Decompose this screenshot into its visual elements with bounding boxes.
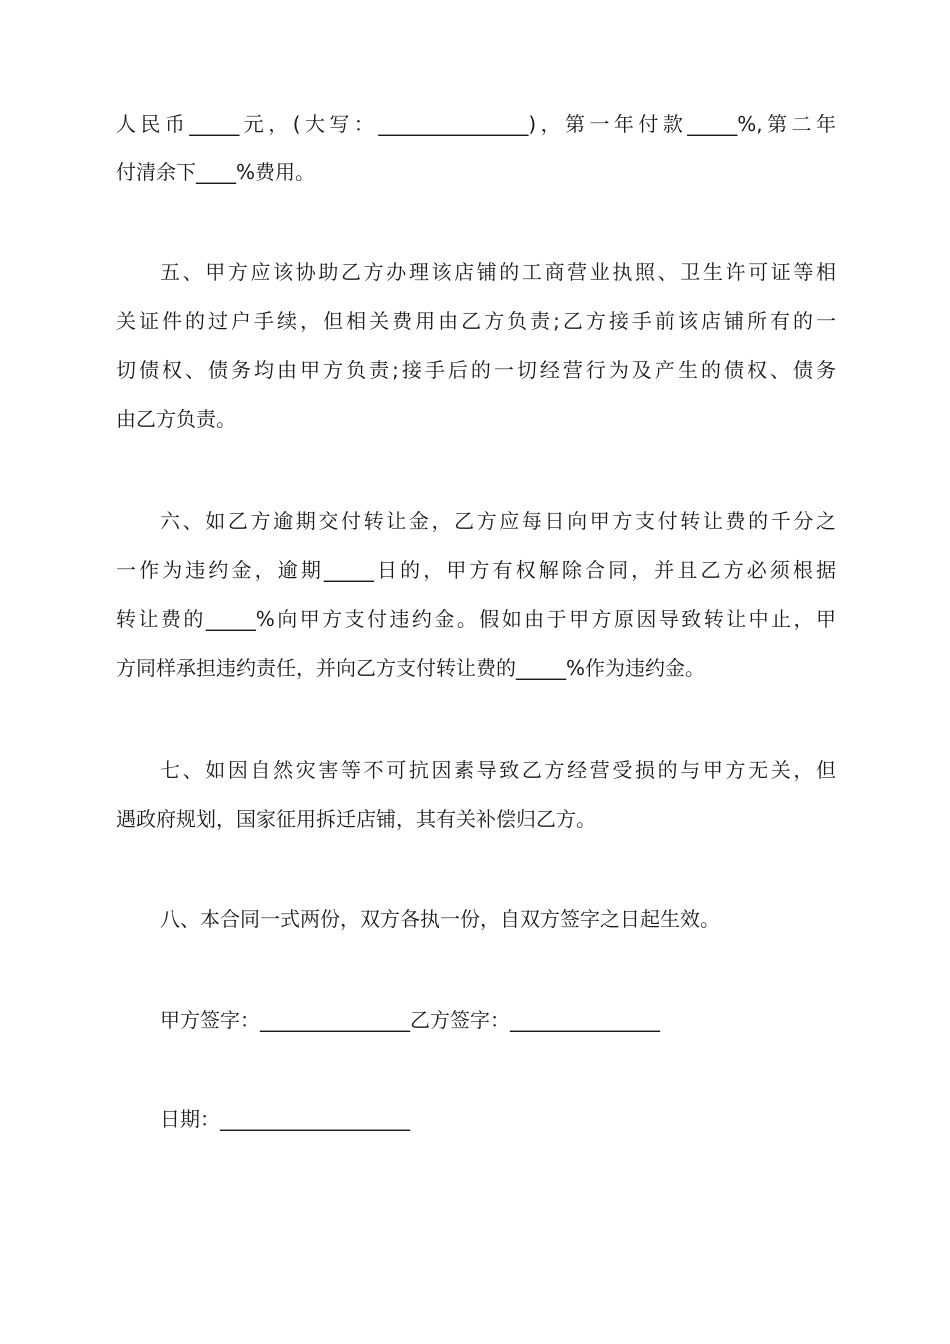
- clause-5-line-4: 由乙方负责。: [116, 407, 236, 431]
- clause-7-line-1: 七、如因自然灾害等不可抗因素导致乙方经营受损的与甲方无关，但: [160, 758, 836, 782]
- clause-8: 八、本合同一式两份，双方各执一份，自双方签字之日起生效。: [160, 907, 720, 931]
- clause-5-line-1: 五、甲方应该协助乙方办理该店铺的工商营业执照、卫生许可证等相: [160, 260, 836, 284]
- clause-6-line-3: 转让费的_____%向甲方支付违约金。假如由于甲方原因导致转让中止，甲: [116, 607, 836, 631]
- date-line: 日期：___________________: [160, 1107, 410, 1131]
- clause-6-line-4: 方同样承担违约责任，并向乙方支付转让费的_____%作为违约金。: [116, 656, 706, 680]
- clause-5-line-2: 关证件的过户手续，但相关费用由乙方负责;乙方接手前该店铺所有的一: [116, 309, 836, 333]
- clause-7-line-2: 遇政府规划，国家征用拆迁店铺，其有关补偿归乙方。: [116, 807, 596, 831]
- clause-5-line-3: 切债权、债务均由甲方负责;接手后的一切经营行为及产生的债权、债务: [116, 358, 836, 382]
- clause-6-line-2: 一作为违约金，逾期_____日的，甲方有权解除合同，并且乙方必须根据: [116, 558, 836, 582]
- signature-line: 甲方签字：_______________乙方签字：_______________: [160, 1008, 660, 1032]
- clause-6-line-1: 六、如乙方逾期交付转让金，乙方应每日向甲方支付转让费的千分之: [160, 509, 836, 533]
- text-line-1: 人民币_____元，(大写：_______________)，第一年付款_____%,第二年: [116, 112, 836, 136]
- text-line-2: 付清余下____%费用。: [116, 160, 316, 184]
